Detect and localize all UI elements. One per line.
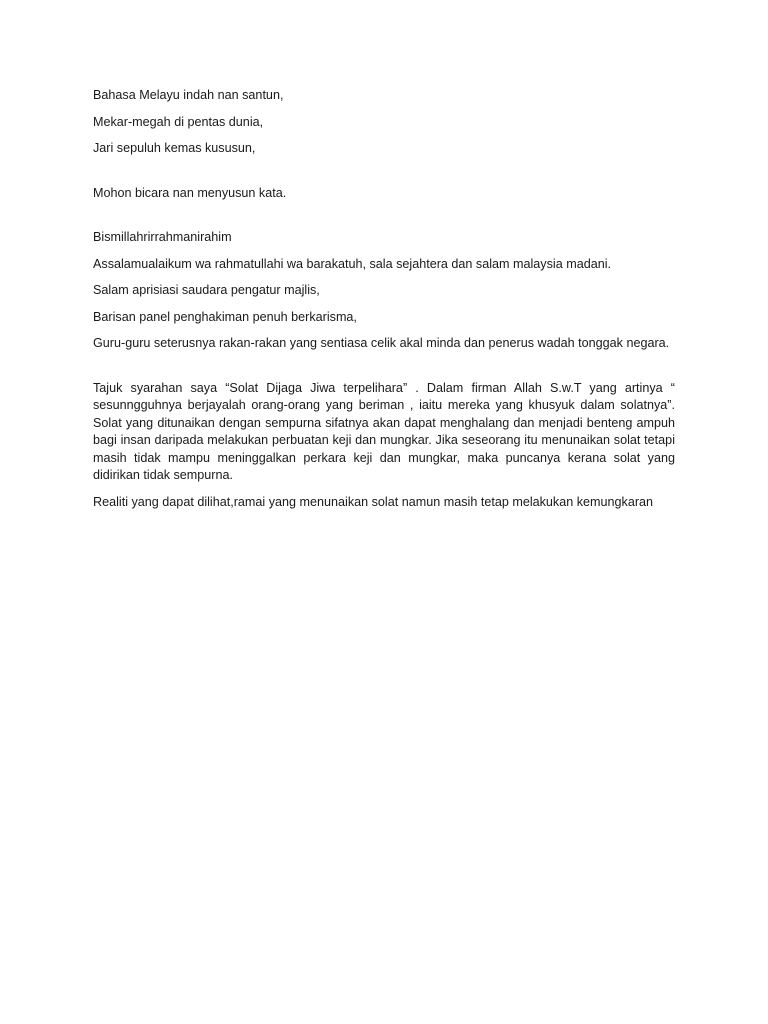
verse-line-1: Bahasa Melayu indah nan santun, (93, 88, 284, 102)
greeting-pengatur-majlis: Salam aprisiasi saudara pengatur majlis, (93, 283, 320, 297)
verse-line-3: Jari sepuluh kemas kususun, (93, 141, 256, 155)
greeting-panel-hakim: Barisan panel penghakiman penuh berkarisma, (93, 309, 357, 324)
greeting-salam: Assalamualaikum wa rahmatullahi wa barakatuh, sala sejahtera dan salam malaysia madani. (93, 256, 612, 271)
body-paragraph-2: Realiti yang dapat dilihat,ramai yang menunaikan solat namun masih tetap melakukan kemungkaran (93, 494, 654, 509)
body-paragraph-1: Tajuk syarahan saya “Solat Dijaga Jiwa terpelihara” . Dalam firman Allah S.w.T yang artinya “ sesunngguhnya berjayalah orang-orang yang beriman , iaitu mereka yang khusyuk dalam solatnya”. Solat yang ditunaikan dengan sempurna sifatnya akan dapat menghalang dan menjadi benteng ampuh bagi insan daripada melakukan perbuatan keji dan mungkar. Jika seseorang itu menunaikan solat tetapi masih tidak mampu meninggalkan perkara keji dan mungkar, maka puncanya kerana solat yang didirikan tidak sempurna. (93, 380, 675, 482)
verse-line-4: Mohon bicara nan menyusun kata. (93, 185, 287, 200)
document-content (93, 87, 675, 520)
greeting-bismillah: Bismillahrirrahmanirahim (93, 230, 232, 244)
verse-line-2: Mekar-megah di pentas dunia, (93, 114, 264, 129)
greeting-guru-rakan: Guru-guru seterusnya rakan-rakan yang sentiasa celik akal minda dan penerus wadah tonggak negara. (93, 336, 670, 350)
